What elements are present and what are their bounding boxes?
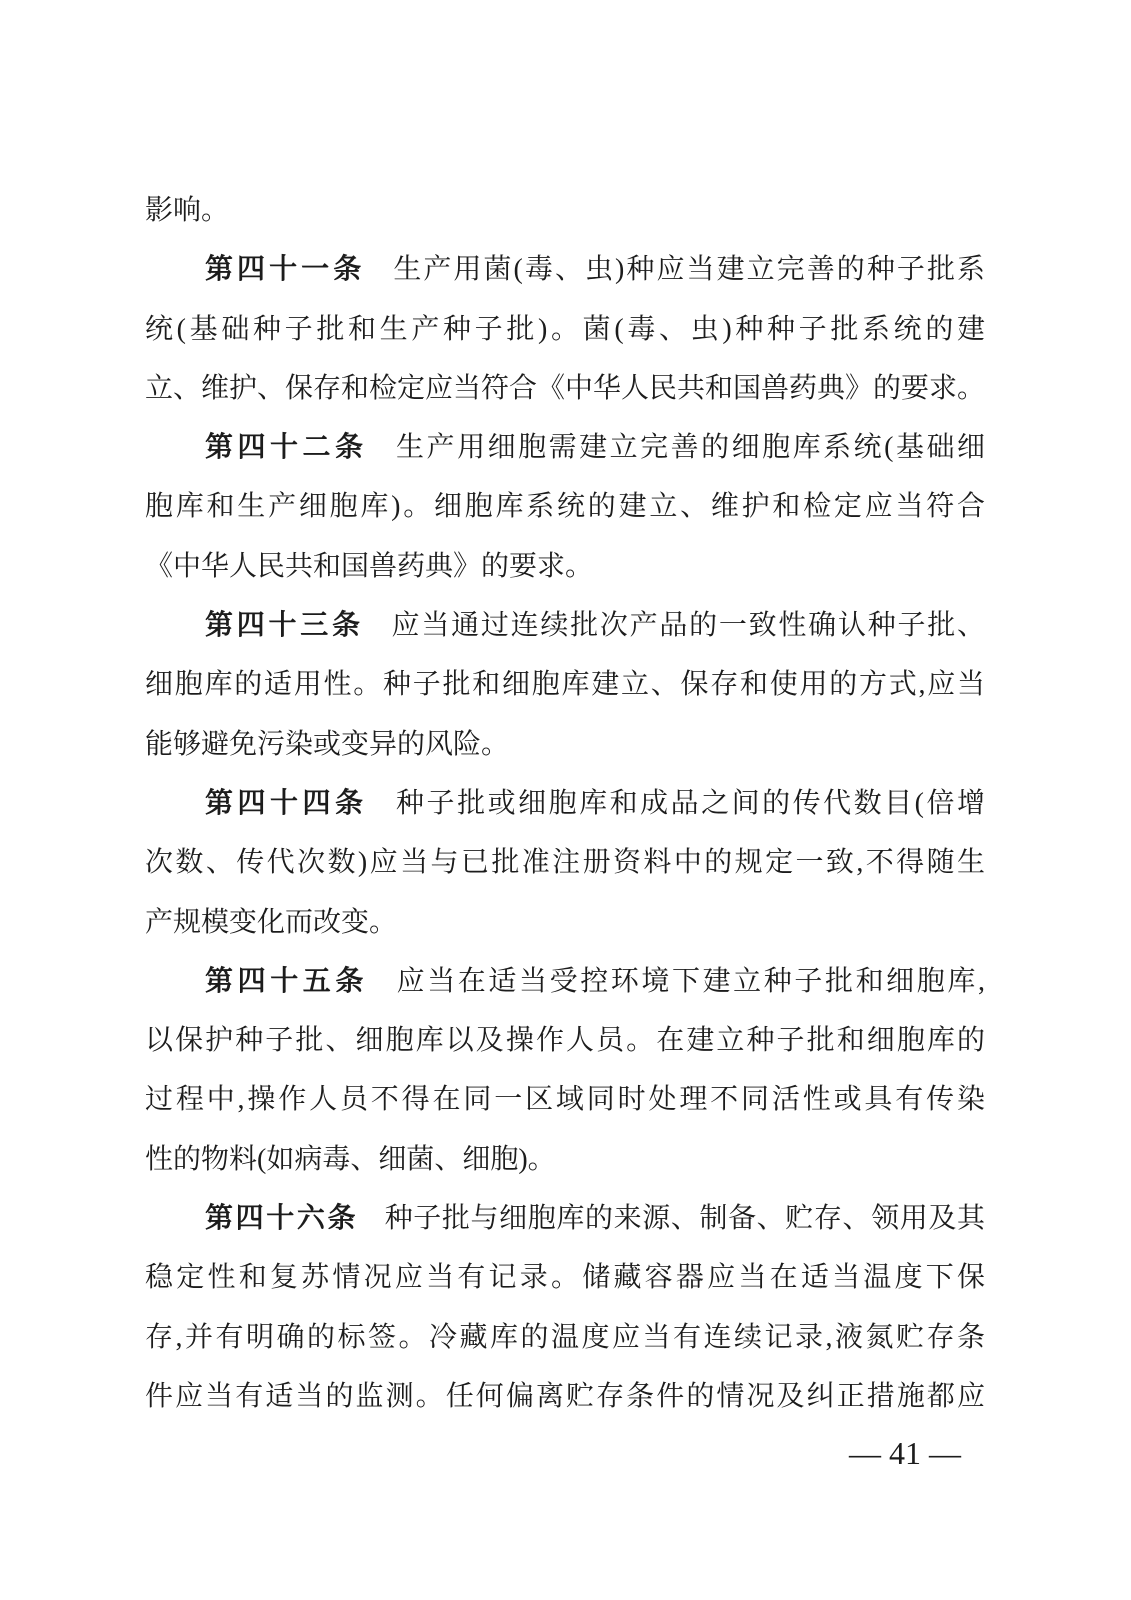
line-text: 稳定性和复苏情况应当有记录。储藏容器应当在适当温度下保: [145, 1262, 985, 1294]
article-number: 第四十六条: [205, 1203, 359, 1235]
text-line: [145, 1308, 985, 1367]
article-heading-line: [145, 1189, 985, 1248]
line-text: 细胞库的适用性。种子批和细胞库建立、保存和使用的方式,应当: [145, 669, 985, 701]
line-text: 生产用细胞需建立完善的细胞库系统(基础细: [393, 432, 985, 464]
article-heading-line: [145, 596, 985, 655]
text-line: [145, 1248, 985, 1307]
line-text: 统(基础种子批和生产种子批)。菌(毒、虫)种种子批系统的建: [145, 313, 985, 345]
line-text: 件应当有适当的监测。任何偏离贮存条件的情况及纠正措施都应: [145, 1380, 985, 1412]
document-body: [145, 181, 985, 1426]
line-text: 能够避免污染或变异的风险。: [145, 728, 510, 760]
line-text: 应当在适当受控环境下建立种子批和细胞库,: [394, 965, 985, 997]
article-heading-line: [145, 418, 985, 477]
article-number: 第四十三条: [205, 610, 364, 642]
line-text: 次数、传代次数)应当与已批准注册资料中的规定一致,不得随生: [145, 847, 985, 879]
article-heading-line: [145, 774, 985, 833]
text-line: [145, 1367, 985, 1426]
article-heading-line: [145, 240, 985, 299]
text-line: [145, 833, 985, 892]
page-number-text: — 41 —: [849, 1435, 961, 1471]
text-line: [145, 300, 985, 359]
line-text: 胞库和生产细胞库)。细胞库系统的建立、维护和检定应当符合: [145, 491, 985, 523]
line-text: 过程中,操作人员不得在同一区域同时处理不同活性或具有传染: [145, 1084, 985, 1116]
text-line: [145, 715, 985, 774]
text-line: [145, 655, 985, 714]
line-text: 种子批或细胞库和成品之间的传代数目(倍增: [393, 787, 985, 819]
text-line: [145, 537, 985, 596]
line-text: 应当通过连续批次产品的一致性确认种子批、: [389, 610, 985, 642]
article-number: 第四十二条: [205, 432, 368, 464]
line-text: 产规模变化而改变。: [145, 906, 398, 938]
text-line: [145, 477, 985, 536]
article-number: 第四十一条: [205, 254, 366, 286]
line-text: 以保护种子批、细胞库以及操作人员。在建立种子批和细胞库的: [145, 1025, 985, 1057]
text-line: [145, 1070, 985, 1129]
line-text: 立、维护、保存和检定应当符合《中华人民共和国兽药典》的要求。: [145, 372, 986, 404]
text-line: [145, 359, 985, 418]
line-text: 《中华人民共和国兽药典》的要求。: [145, 550, 594, 582]
line-text: 种子批与细胞库的来源、制备、贮存、领用及其: [384, 1203, 985, 1235]
text-line: [145, 1011, 985, 1070]
line-text: 性的物料(如病毒、细菌、细胞)。: [145, 1143, 556, 1175]
article-number: 第四十五条: [205, 965, 368, 997]
text-line: [145, 181, 985, 240]
article-number: 第四十四条: [205, 787, 368, 819]
line-text: 存,并有明确的标签。冷藏库的温度应当有连续记录,液氮贮存条: [145, 1321, 985, 1353]
line-text: 生产用菌(毒、虫)种应当建立完善的种子批系: [391, 254, 985, 286]
text-line: [145, 893, 985, 952]
text-line: [145, 1130, 985, 1189]
page-number: [840, 1430, 970, 1476]
article-heading-line: [145, 952, 985, 1011]
line-text: 影响。: [145, 195, 230, 226]
